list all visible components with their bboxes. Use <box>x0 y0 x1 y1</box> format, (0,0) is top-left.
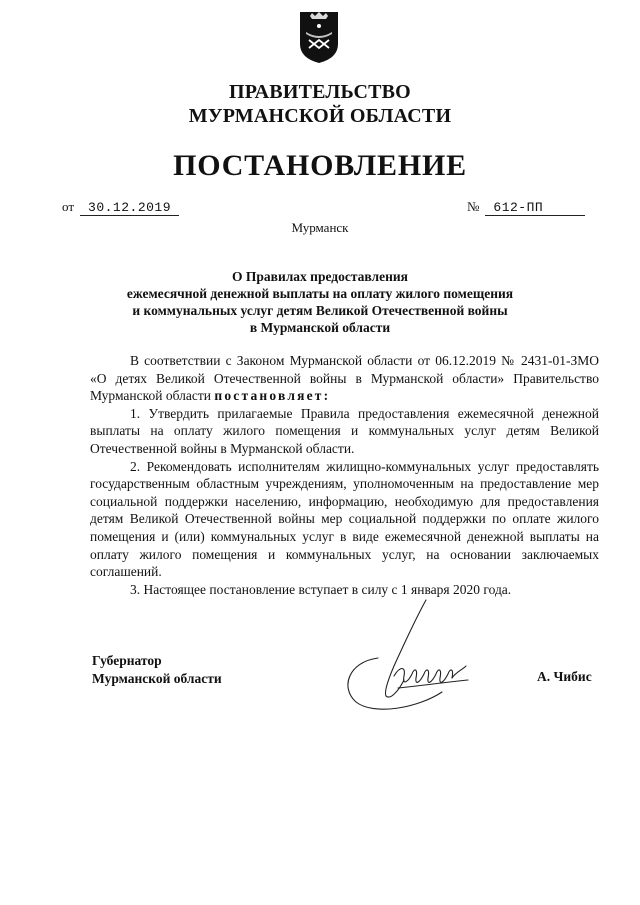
number-value: 612-ПП <box>485 200 585 216</box>
government-line-1: ПРАВИТЕЛЬСТВО <box>229 81 411 103</box>
preamble-paragraph <box>90 352 599 405</box>
document-number <box>467 199 585 216</box>
city-name: Мурманск <box>291 220 349 235</box>
number-label: № <box>467 199 480 214</box>
preamble-text: В соответствии с Законом Мурманской области от 06.12.2019 № 2431-01-ЗМО «О детях Великой Отечественной войны в Мурманской области» Правительство Мурманской области <box>90 353 599 404</box>
title-line-4: в Мурманской области <box>249 320 391 335</box>
government-line-2: МУРМАНСКОЙ ОБЛАСТИ <box>188 105 452 127</box>
signatory-position <box>92 652 222 687</box>
date-label: от <box>62 199 75 214</box>
document-title <box>60 268 580 336</box>
signatory-name: А. Чибис <box>537 669 592 684</box>
document-body <box>90 352 599 598</box>
handwritten-signature-icon <box>338 596 508 726</box>
item-2-paragraph: 2. Рекомендовать исполнителям жилищно-коммунальных услуг предоставлять государственным областным учреждениям, уполномоченным на предоставление мер социальной поддержки населению, информацию, необходимую для предоставления детям Великой Отечественной войны мер социальной поддержки по оплате жилого помещения и (или) коммунальных услуг в виде ежемесячной денежной выплаты на оплату жилого помещения и коммунальных услуг, на основании заключаемых соглашений. <box>90 458 599 580</box>
government-name <box>0 80 640 128</box>
title-line-3: и коммунальных услуг детям Великой Отечественной войны <box>132 303 508 318</box>
item-3-paragraph: 3. Настоящее постановление вступает в силу с 1 января 2020 года. <box>130 581 512 597</box>
coat-of-arms-icon <box>297 10 341 64</box>
preamble-verb: постановляет: <box>214 388 331 404</box>
date-value: 30.12.2019 <box>80 200 179 216</box>
item-1-paragraph: 1. Утвердить прилагаемые Правила предоставления ежемесячной денежной выплаты на оплату жилого помещения и коммунальных услуг детям Великой Отечественной войны в Мурманской области. <box>90 405 599 456</box>
position-line-2: Мурманской области <box>92 670 222 686</box>
title-line-1: О Правилах предоставления <box>232 269 408 284</box>
document-date <box>62 199 179 216</box>
document-type-heading: ПОСТАНОВЛЕНИЕ <box>173 149 467 182</box>
position-line-1: Губернатор <box>92 653 162 668</box>
title-line-2: ежемесячной денежной выплаты на оплату жилого помещения <box>126 286 514 301</box>
